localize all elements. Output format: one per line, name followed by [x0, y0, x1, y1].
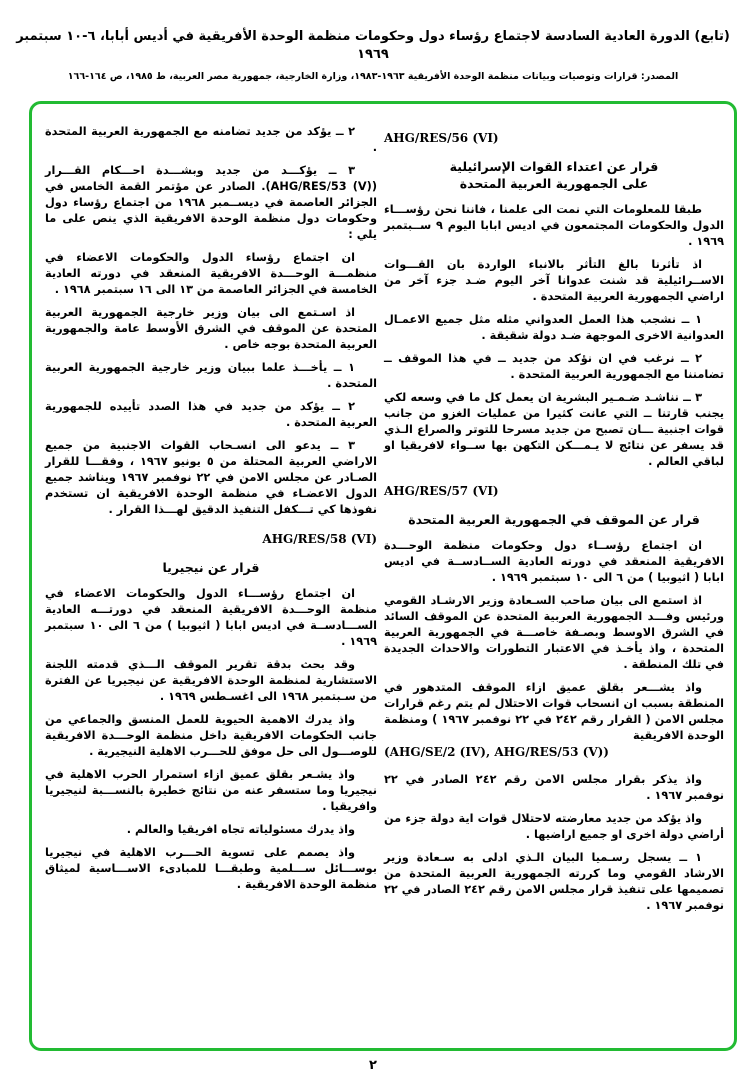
paragraph: اذ تأثرنا بالغ التأثر بالانباء الواردة بان القـــوات الاســرائيلية قد شنت عدوانا آخر اليوم ضـد جزء آخر من اراضي الجمهورية العربية المتحدة . [384, 258, 724, 303]
paragraph: ٢ ــ نرغب في ان نؤكد من جديد ــ في هذا الموقف ــ تضامننا مع الجمهورية العربية المتحدة . [384, 352, 724, 381]
source-citation: المصدر: قرارات وتوصيات وبيانات منظمة الوحدة الأفريقية ١٩٦٣-١٩٨٣، وزارة الخارجية، جمهورية مصر العربية، ط ١٩٨٥، ص ١٦٤-١٦٦ [67, 71, 679, 82]
paragraph: وقد بحث بدقة تقرير الموقف الـــذي قدمته اللجنة الاستشارية لمنظمة الوحدة الافريقية عن نيجيريا عن الفترة من سـبتمبر ١٩٦٨ الى اغسـطس ١٩٦٩ . [45, 658, 377, 703]
paragraph: اذ اسـتمع الى بيان وزير خارجية الجمهورية العربية المتحدة عن الموقف في الشرق الأوسط عامة والجمهورية العربية المتحدة بوجه خاص . [45, 306, 377, 351]
paragraph: ٣ ــ يدعو الى انسـحاب القوات الاجنبية من جميع الاراضي العربية المحتلة من ٥ يونيو ١٩٦٧ ، وفقـــا للقرار الصـادر عن مجلس الامن في ٢٢ نوفمبر ١٩٦٧ ويناشد جميع الدول الاعضـاء في منظمة الوحدة الافريقية ان تستخدم نفوذها كي تـــكفل التنفيذ الدقيق لهـــذا القرار . [45, 439, 377, 516]
paragraph: اذ استمع الى بيان صاحب السـعادة وزير الارشـاد القومي ورئيس وفـــد الجمهورية العربية المتحدة عن الموقف السائد في الشرق الاوسط وبصـفة خاصـــة في الجمهورية العربية المتحدة ، واذ يأخـذ في الاعتبار التطورات والاحداث الجديدة في تلك المنطقة . [384, 594, 724, 671]
paragraph: واذ يدرك مسئولياته تجاه افريقيا والعالم . [126, 823, 355, 836]
paragraph: ٣ ــ نناشـد ضـمـير البشرية ان يعمل كل ما في وسعه لكي يجنب قارتنا ــ التي عانت كثيرا من عمليات الغزو من جانب قوات اجنبية ـــان تصبح من جديد مسرحا للتوتر والصراع الـذي قد يسفر عن نتائج لا يـمـــكن التكهن بها ســواء لافريقيا او لباقي العالم . [384, 391, 724, 468]
paragraph: ٢ ــ يؤكد من جديد تضامنه مع الجمهورية العربية المتحدة . [45, 125, 377, 154]
resolution-code-58: AHG/RES/58 (VI) [262, 532, 377, 546]
paragraph: واذ يدرك الاهمية الحيوية للعمل المنسق والجماعي من جانب الحكومات الافريقية داخل منظمة الوحـــدة الافريقية للوصـــول الى حل موفق للحـــرب الاهلية النيجيرية . [45, 713, 377, 758]
resolution-title-56-line2: على الجمهورية العربية المتحدة [459, 176, 649, 191]
right-column [384, 124, 724, 1034]
resolution-title-56-line1: قرار عن اعتداء القوات الإسرائيلية [449, 159, 659, 174]
paragraph: واذ يذكر بقرار مجلس الامن رقم ٢٤٢ الصادر في ٢٢ نوفمبر ١٩٦٧ . [384, 773, 724, 802]
resolution-title-57: قرار عن الموقف في الجمهورية العربية المتحدة [408, 512, 700, 527]
paragraph: واذ يشـــعر بقلق عميق ازاء الموقف المتدهور في المنطقة بسبب ان انسحاب قوات الاحتلال لم يتم رغم قرارات مجلس الامن ( القرار رقم ٢٤٢ في ٢٢ نوفمبر ١٩٦٧ ) ومنظمة الوحدة الافريقية [384, 681, 724, 742]
paragraph: ١ ــ نشجب هذا العمل العدواني مثله مثل جميع الاعمـال العدوانية الاخرى الموجهة ضـد دولة شقيقة . [384, 313, 724, 342]
paragraph: طبقا للمعلومات التي نمت الى علمنا ، فاننا نحن رؤســـاء الدول والحكومات المجتمعون في اديس ابابا اليوم ٩ ســبتمبر ١٩٦٩ . [384, 203, 724, 248]
paragraph: ان اجتماع رؤساء الدول والحكومات الاعضاء في منظمـــة الوحـــدة الافريقية المنعقد في دورته العادية الخامسة في الجزائر العاصمة من ١٣ الى ١٦ سبتمبر ١٩٦٨ . [45, 251, 377, 296]
paragraph: ان اجتماع رؤســـاء الدول والحكومات الاعضاء في منظمة الوحـــدة الافريقية المنعقد في دورتـــه العادية الســـادســة في اديس ابابا ( اثيوبيا ) من ٦ الى ١٠ سبتمبر ١٩٦٩ . [45, 587, 377, 648]
paragraph: واذ يشـعر بقلق عميق ازاء استمرار الحرب الاهلية في نيجيريا وما ستسفر عنه من نتائج خطيرة بالنســـبة لنيجيريا وافريقيا . [45, 768, 377, 813]
green-frame [29, 101, 737, 1051]
paragraph: ٣ ــ يؤكـــد من جديد وبشـــدة احـــكام القـــرار (AHG/RES/53 (V)). الصادر عن مؤتمر القمة الخامس في الجزائر العاصمة في ديســمبر ١٩٦٨ من اجتماع رؤساء دول وحكومات دول منظمة الوحدة الافريقية الذي ينص على ما يلي : [45, 164, 378, 241]
resolution-title-58: قرار عن نيجيريا [162, 560, 260, 575]
paragraph: ٢ ــ يؤكد من جديد في هذا الصدد تأييده للجمهورية العربية المتحدة . [45, 400, 377, 429]
paragraph: واذ يؤكد من جديد معارضته لاحتلال قوات اية دولة جزء من أراضي دولة اخرى او جميع اراضيها . [384, 812, 724, 841]
resolution-code-56: AHG/RES/56 (VI) [384, 131, 499, 145]
paragraph: ١ ــ يسجل رسـميا البيان الـذي ادلى به سـعادة وزير الارشاد القومي وما كررته الجمهورية العربية المتحدة من تصميمها على تنفيذ قرار مجلس الامن رقم ٢٤٢ الصادر في ٢٢ نوفمبر ١٩٦٧ . [384, 851, 724, 912]
paragraph: ١ ــ يأخـــذ علما ببيان وزير خارجية الجمهورية العربية المتحدة . [45, 361, 377, 390]
page-header-title: (تابع) الدورة العادية السادسة لاجتماع رؤساء دول وحكومات منظمة الوحدة الأفريقية في أديس أبابا، ٦-١٠ سبتمبر ١٩٦٩ [16, 29, 730, 62]
resolution-references: (AHG/SE/2 (IV), AHG/RES/53 (V)) [384, 745, 609, 759]
paragraph: واذ يصمم على تسوية الحـــرب الاهلية في نيجيريا بوســـائل ســـلمية وطبقـــا للمبادىء الاســـاسية لميثاق منظمة الوحدة الافريقية . [45, 846, 377, 891]
resolution-code-57: AHG/RES/57 (VI) [384, 484, 499, 498]
left-column [45, 124, 377, 1034]
page-number: ٢ [369, 1058, 377, 1073]
paragraph: ان اجتماع رؤســاء دول وحكومات منظمة الوحـــدة الافريقية المنعقد في دورته العادية الســادســة في اديس ابابا ( اثيوبيا ) من ٦ الى ١٠ سبتمبر ١٩٦٩ . [384, 539, 724, 584]
